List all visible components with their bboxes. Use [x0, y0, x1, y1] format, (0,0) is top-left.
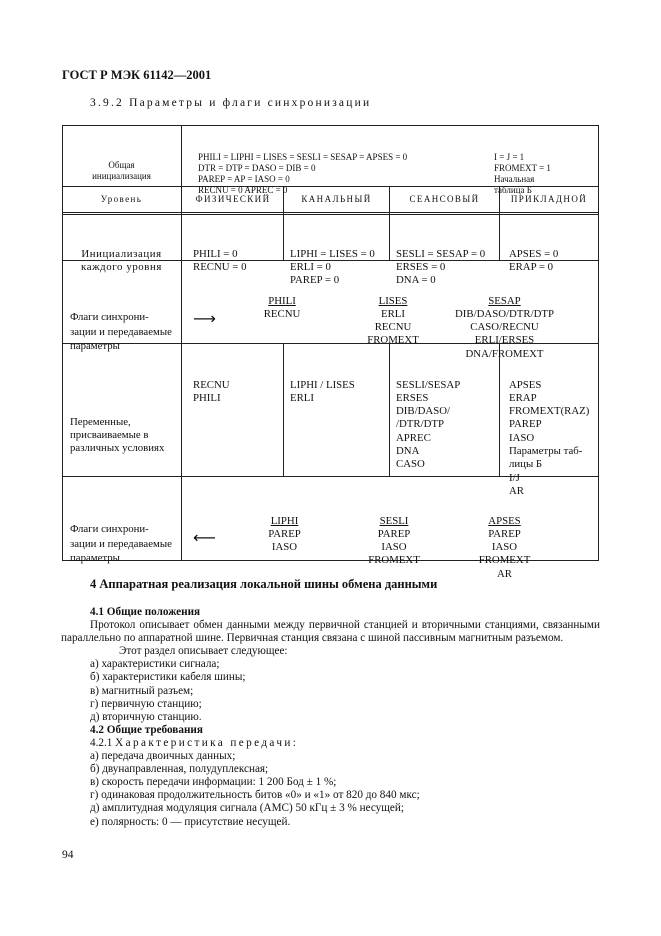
list-item: а) характеристики сигнала; [90, 658, 220, 671]
section-4-1-intro: Этот раздел описывает следующее: [119, 645, 288, 658]
init-session: SESLI = SESAP = 0 ERSES = 0 DNA = 0 [396, 247, 486, 287]
document-header: ГОСТ Р МЭК 61142—2001 [62, 68, 212, 82]
init-link: LIPHI = LISES = 0 ERLI = 0 PAREP = 0 [290, 247, 375, 287]
flags-up-physical: PHILI RECNU [263, 294, 301, 320]
vars-physical: RECNU PHILI [193, 378, 230, 404]
init-label: Общая инициализация [92, 160, 151, 181]
sync-parameters-table [62, 125, 599, 580]
list-item: б) двунаправленная, полудуплексная; [90, 763, 269, 776]
section-4-2-1-heading: 4.2.1 Характеристика передачи: [90, 736, 299, 749]
levels-label: Уровень [100, 194, 143, 204]
section-4-1-paragraph: Протокол описывает обмен данными между первичной станцией и вторичными станциями, связанными параллельно по аппаратной шине. Первичная станция связана с шиной пассивным магнитным разъемом. [61, 619, 600, 645]
section-title: 3.9.2 Параметры и флаги синхронизации [90, 97, 372, 109]
page-number: 94 [62, 849, 74, 861]
level-session: СЕАНСОВЫЙ [409, 194, 480, 204]
flags-up-session: SESAP DIB/DASO/DTR/DTP CASO/RECNU ERLI/ERSES DNA/FROMEXT [455, 294, 554, 360]
right-arrow-icon: ⟶ [193, 309, 216, 328]
row-flags-down-label: Флаги синхрони- зации и передаваемые параметры [70, 523, 172, 564]
flags-down-link: LIPHI PAREP IASO [268, 514, 301, 554]
chapter-title: 4 Аппаратная реализация локальной шины обмена данными [90, 577, 438, 591]
list-item: д) вторичную станцию. [90, 710, 202, 723]
vars-session: SESLI/SESAP ERSES DIB/DASO/ /DTR/DTP APREC DNA CASO [396, 378, 461, 471]
row-init-label: Инициализация каждого уровня [81, 247, 162, 273]
level-application: ПРИКЛАДНОЙ [510, 194, 588, 204]
row-flags-up-label: Флаги синхрони- зации и передаваемые параметры [70, 311, 172, 352]
list-item: г) одинаковая продолжительность битов «0» и «1» от 820 до 840 мкс; [90, 789, 420, 802]
list-item: в) скорость передачи информации: 1 200 Бод ± 1 %; [90, 776, 337, 789]
list-item: а) передача двоичных данных; [90, 750, 236, 763]
row-vars-label: Переменные, присваиваемые в различных условиях [70, 415, 165, 455]
flags-up-link: LISES ERLI RECNU FROMEXT [367, 294, 419, 347]
list-item: г) первичную станцию; [90, 697, 202, 710]
vars-link: LIPHI / LISES ERLI [290, 378, 355, 404]
level-physical: ФИЗИЧЕСКИЙ [195, 194, 271, 204]
body-text [61, 606, 600, 829]
flags-down-application: APSES PAREP IASO FROMEXT AR [478, 514, 531, 580]
left-arrow-icon: ⟵ [193, 528, 216, 547]
vars-application: APSES ERAP FROMEXT(RAZ) PAREP IASO Параметры таб- лицы Б I/J AR [509, 378, 590, 497]
init-formulas: PHILI = LIPHI = LISES = SESLI = SESAP = APSES = 0 DTR = DTP = DASO = DIB = 0 PAREP = AP = IASO = 0 RECNU = 0 APREC = 0 [198, 152, 408, 195]
level-link: КАНАЛЬНЫЙ [301, 194, 372, 204]
list-item: в) магнитный разъем; [90, 684, 194, 697]
list-item: д) амплитудная модуляция сигнала (АМС) 50 кГц ± 3 % несущей; [90, 802, 404, 815]
init-initial-values: I = J = 1 FROMEXT = 1 Начальная таблица Б [494, 152, 551, 195]
list-item: е) полярность: 0 — присутствие несущей. [90, 815, 291, 828]
section-4-1-title: 4.1 Общие положения [90, 606, 201, 618]
section-4-2-title: 4.2 Общие требования [90, 723, 203, 736]
init-physical: PHILI = 0 RECNU = 0 [193, 247, 247, 273]
flags-down-session: SESLI PAREP IASO FROMEXT [368, 514, 420, 567]
init-application: APSES = 0 ERAP = 0 [509, 247, 559, 273]
list-item: б) характеристики кабеля шины; [90, 671, 246, 684]
